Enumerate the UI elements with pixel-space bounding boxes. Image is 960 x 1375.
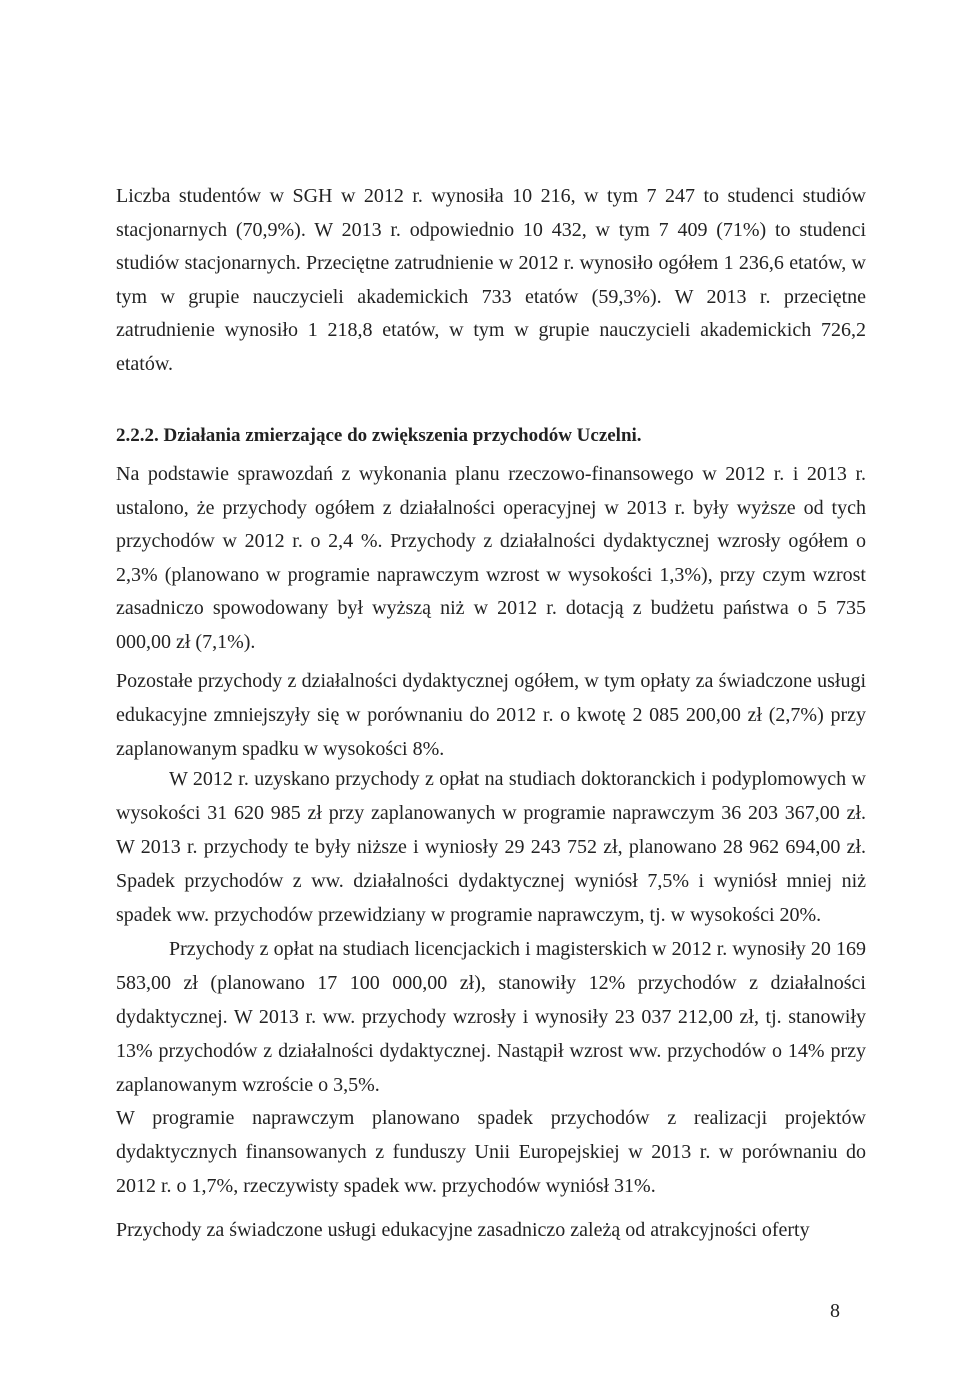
paragraph-educational-services: Przychody za świadczone usługi edukacyjne zasadniczo zależą od atrakcyjności oferty [116,1219,810,1241]
paragraph-doctoral-postgraduate: W 2012 r. uzyskano przychody z opłat na studiach doktoranckich i podyplomowych w wysokości 31 620 985 zł przy zaplanowanych w programie naprawczym 36 203 367,00 zł. W 2013 r. przychody te były niższe i wyniosły 29 243 752 zł, planowano 28 962 694,00 zł. Spadek przychodów z ww. działalności dydaktycznej wyniósł 7,5% i wyniósł mniej niż spadek ww. przychodów przewidziany w programie naprawczym, tj. w wysokości 20%. [116,768,866,926]
paragraph-operating-revenue: Na podstawie sprawozdań z wykonania planu rzeczowo-finansowego w 2012 r. i 2013 r. ustalono, że przychody ogółem z działalności operacyjnej w 2013 r. były wyższe od tych przychodów w 2012 r. o 2,4 %. Przychody z działalności dydaktycznej wzrosły ogółem o 2,3% (planowano w programie naprawczym wzrost w wysokości 1,3%), przy czym wzrost zasadniczo spowodowany był wyższą niż w 2012 r. dotacją z budżetu państwa o 5 735 000,00 zł (7,1%). [116,463,866,653]
page-number: 8 [830,1300,840,1322]
paragraph-bachelor-master: Przychody z opłat na studiach licencjackich i magisterskich w 2012 r. wynosiły 20 169 583,00 zł (planowano 17 100 000,00 zł), stanowiły 12% przychodów z działalności dydaktycznej. W 2013 r. ww. przychody wzrosły i wynosiły 23 037 212,00 zł, tj. stanowiły 13% przychodów z działalności dydaktycznej. Nastąpił wzrost ww. przychodów o 14% przy zaplanowanym wzroście o 3,5%. [116,938,866,1096]
paragraph-staffing: Liczba studentów w SGH w 2012 r. wynosiła 10 216, w tym 7 247 to studenci studiów stacjonarnych (70,9%). W 2013 r. odpowiednio 10 432, w tym 7 409 (71%) to studenci studiów stacjonarnych. Przeciętne zatrudnienie w 2012 r. wynosiło ogółem 1 236,6 etatów, w tym w grupie nauczycieli akademickich 733 etatów (59,3%). W 2013 r. przeciętne zatrudnienie wynosiło 1 218,8 etatów, w tym w grupie nauczycieli akademickich 726,2 etatów. [116,185,866,375]
paragraph-other-revenue: Pozostałe przychody z działalności dydaktycznej ogółem, w tym opłaty za świadczone usługi edukacyjne zmniejszyły się w porównaniu do 2012 r. o kwotę 2 085 200,00 zł (2,7%) przy zaplanowanym spadku w wysokości 8%. [116,670,866,760]
paragraph-eu-projects: W programie naprawczym planowano spadek przychodów z realizacji projektów dydaktycznych finansowanych z funduszy Unii Europejskiej w 2013 r. w porównaniu do 2012 r. o 1,7%, rzeczywisty spadek ww. przychodów wyniósł 31%. [116,1107,866,1197]
section-heading: 2.2.2. Działania zmierzające do zwiększenia przychodów Uczelni. [116,425,642,446]
